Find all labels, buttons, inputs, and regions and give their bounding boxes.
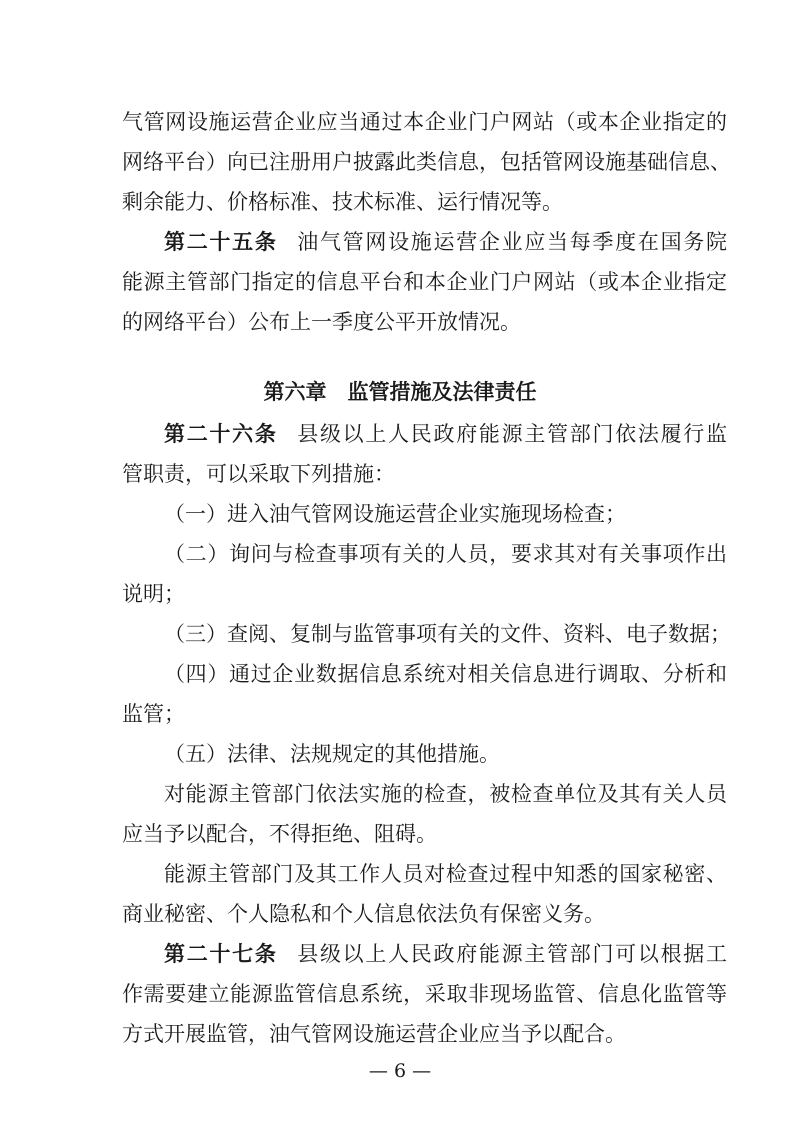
article-25-label: 第二十五条 <box>164 230 278 254</box>
body-line: 剩余能力、价格标准、技术标准、运行情况等。 <box>122 190 563 214</box>
body-line: 方式开展监管，油气管网设施运营企业应当予以配合。 <box>122 1022 626 1046</box>
body-line: 气管网设施运营企业应当通过本企业门户网站（或本企业指定的 <box>122 110 727 134</box>
body-line: 监管； <box>122 702 185 726</box>
article-26-line-1 <box>122 420 727 448</box>
article-26-label: 第二十六条 <box>164 422 278 446</box>
article-27-label: 第二十七条 <box>164 942 278 966</box>
article-25-line-1 <box>122 228 727 256</box>
body-line: 说明； <box>122 582 185 606</box>
body-line: 对能源主管部门依法实施的检查，被检查单位及其有关人员 <box>164 782 727 806</box>
body-line: 商业秘密、个人隐私和个人信息依法负有保密义务。 <box>122 902 605 926</box>
article-26-text: 县级以上人民政府能源主管部门依法履行监 <box>295 422 728 446</box>
list-item: （五）法律、法规规定的其他措施。 <box>164 742 500 766</box>
body-line: 的网络平台）公布上一季度公平开放情况。 <box>122 310 521 334</box>
list-item: （一）进入油气管网设施运营企业实施现场检查； <box>164 502 626 526</box>
body-line: 网络平台）向已注册用户披露此类信息，包括管网设施基础信息、 <box>122 150 731 174</box>
chapter-heading: 第六章 监管措施及法律责任 <box>263 380 537 404</box>
body-line: 能源主管部门及其工作人员对检查过程中知悉的国家秘密、 <box>164 862 727 886</box>
article-25-text: 油气管网设施运营企业应当每季度在国务院 <box>295 230 728 254</box>
page-number: — 6 — <box>368 1060 432 1082</box>
body-line: 管职责，可以采取下列措施： <box>122 462 395 486</box>
list-item: （二）询问与检查事项有关的人员，要求其对有关事项作出 <box>164 542 727 566</box>
body-line: 能源主管部门指定的信息平台和本企业门户网站（或本企业指定 <box>122 270 727 294</box>
list-item: （四）通过企业数据信息系统对相关信息进行调取、分析和 <box>164 662 727 686</box>
body-line: 作需要建立能源监管信息系统，采取非现场监管、信息化监管等 <box>122 982 727 1006</box>
article-27-text: 县级以上人民政府能源主管部门可以根据工 <box>295 942 728 966</box>
article-27-line-1 <box>122 940 727 968</box>
body-line: 应当予以配合，不得拒绝、阻碍。 <box>122 822 437 846</box>
list-item: （三）查阅、复制与监管事项有关的文件、资料、电子数据； <box>164 622 731 646</box>
